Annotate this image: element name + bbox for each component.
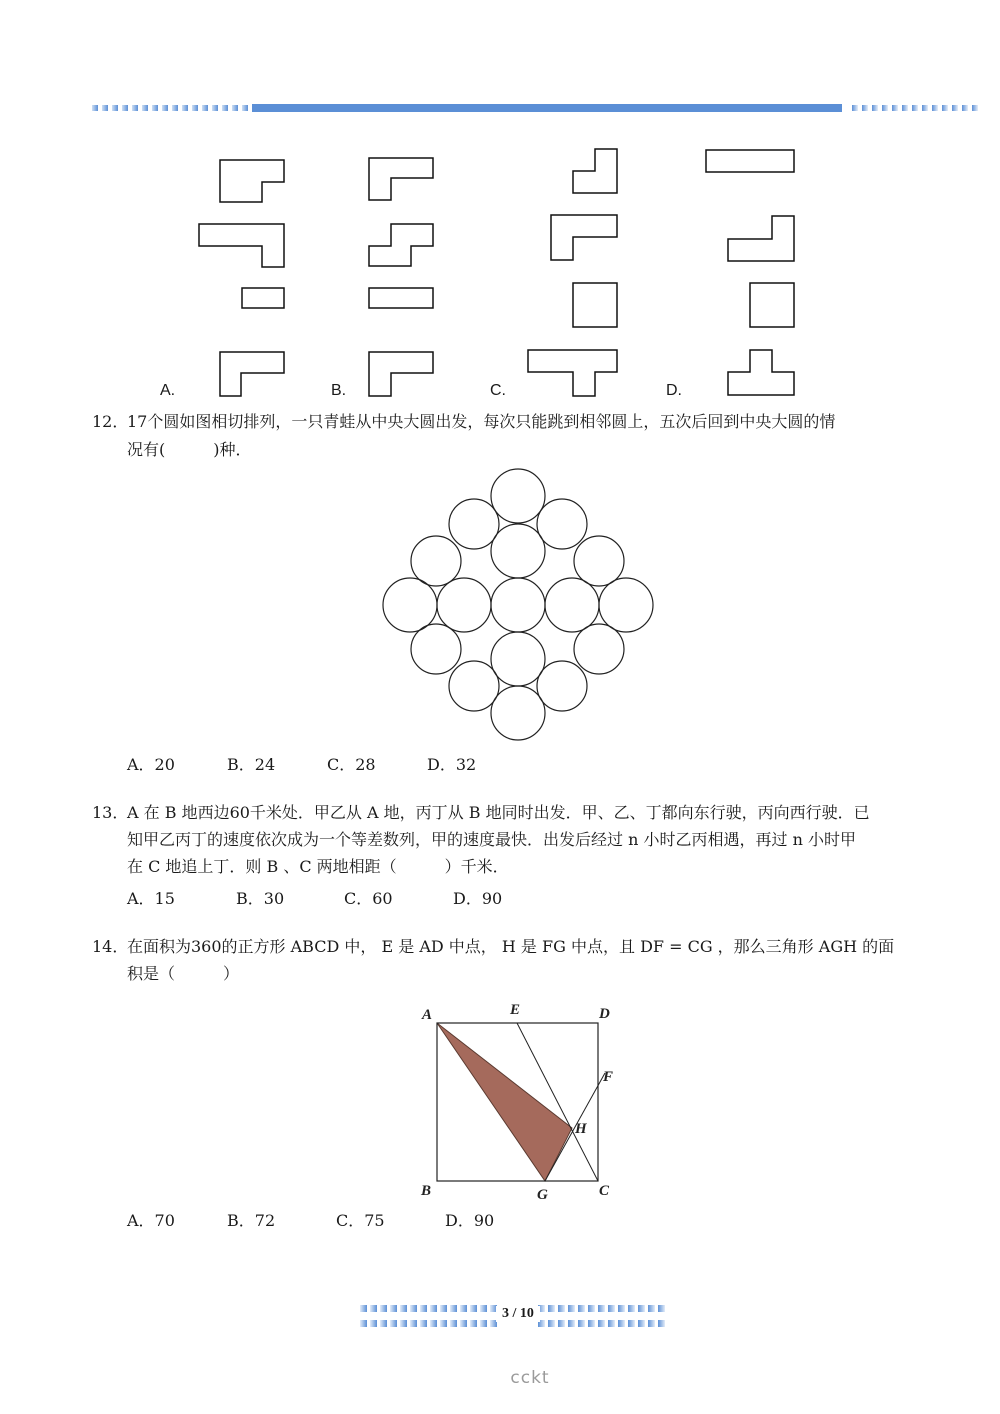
q12-text-line2: 况有( )种． xyxy=(127,440,252,459)
q11-option-b: B. xyxy=(331,382,347,399)
circle-bottom xyxy=(491,686,545,740)
q12-option-d: D．32 xyxy=(427,755,477,774)
shape-b1 xyxy=(369,158,433,200)
circle-upper-center xyxy=(491,524,545,578)
q13-option-d: D．90 xyxy=(453,889,503,908)
label-b: B xyxy=(421,1183,432,1199)
label-c: C xyxy=(599,1183,610,1199)
q13-text-line3: 在 C 地追上丁．则 B 、C 两地相距（ ）千米． xyxy=(127,857,509,876)
shape-b4 xyxy=(369,352,433,396)
q11-option-a: A. xyxy=(160,382,176,399)
shape-a1 xyxy=(220,160,284,202)
page-number: 3 / 10 xyxy=(496,1306,540,1322)
circle-mid-upper-left xyxy=(411,536,461,586)
shape-d3 xyxy=(750,283,794,327)
circle-right xyxy=(545,578,599,632)
shape-b2 xyxy=(369,224,433,266)
shape-d2 xyxy=(728,216,794,261)
circle-lower-left xyxy=(449,661,499,711)
circle-far-right xyxy=(599,578,653,632)
q13-text-line2: 知甲乙丙丁的速度依次成为一个等差数列，甲的速度最快．出发后经过 n 小时乙丙相遇，再过 n 小时甲 xyxy=(127,830,856,849)
footer-watermark-text: cckt xyxy=(510,1368,550,1388)
shape-a2 xyxy=(199,224,284,267)
q13-option-c: C．60 xyxy=(344,889,393,908)
circle-upper-left xyxy=(449,499,499,549)
circle-left xyxy=(437,578,491,632)
q13-option-a: A．15 xyxy=(127,889,175,908)
circle-far-left xyxy=(383,578,437,632)
q13-option-b: B．30 xyxy=(236,889,285,908)
shape-a4 xyxy=(220,352,284,396)
q11-option-d: D. xyxy=(666,382,682,399)
q14-number: 14． xyxy=(92,937,129,956)
q14-option-a: A．70 xyxy=(127,1211,175,1230)
q11-shapes-figure xyxy=(0,140,1000,405)
label-d: D xyxy=(599,1006,610,1022)
circle-center xyxy=(491,578,545,632)
q14-text-line1: 在面积为360的正方形 ABCD 中， E 是 AD 中点， H 是 FG 中点，且 DF = CG ，那么三角形 AGH 的面 xyxy=(127,937,895,956)
circle-upper-right xyxy=(537,499,587,549)
header-bar-graphic xyxy=(92,104,980,112)
header-bar xyxy=(92,97,980,105)
label-g: G xyxy=(537,1187,548,1203)
q13-text-line1: A 在 B 地西边60千米处．甲乙从 A 地，丙丁从 B 地同时出发．甲、乙、丁都向东行驶，丙向西行驶．已 xyxy=(127,803,870,822)
q14-option-d: D．90 xyxy=(445,1211,495,1230)
q11-option-c: C. xyxy=(490,382,506,399)
shape-c4 xyxy=(528,350,617,396)
shape-b3 xyxy=(369,288,433,308)
q14-square-figure xyxy=(410,995,630,1205)
circle-mid-upper-right xyxy=(574,536,624,586)
shape-c1 xyxy=(573,149,617,193)
label-f: F xyxy=(603,1069,614,1085)
circle-lower-center xyxy=(491,632,545,686)
label-h: H xyxy=(575,1121,587,1137)
q13-number: 13． xyxy=(92,803,129,822)
label-a: A xyxy=(422,1007,433,1023)
shape-c3 xyxy=(573,283,617,327)
shape-d1 xyxy=(706,150,794,172)
circle-top xyxy=(491,469,545,523)
shape-d4 xyxy=(728,350,794,395)
circle-mid-lower-right xyxy=(574,624,624,674)
q12-number: 12． xyxy=(92,412,129,431)
shape-a3 xyxy=(242,288,284,308)
q14-text-line2: 积是（ ） xyxy=(127,964,240,983)
q12-option-c: C．28 xyxy=(327,755,376,774)
q14-option-b: B．72 xyxy=(227,1211,276,1230)
q12-option-b: B．24 xyxy=(227,755,276,774)
shape-c2 xyxy=(551,215,617,260)
q14-option-c: C．75 xyxy=(336,1211,385,1230)
q12-text-line1: 17个圆如图相切排列，一只青蛙从中央大圆出发，每次只能跳到相邻圆上，五次后回到中央大圆的情 xyxy=(127,412,836,431)
circle-lower-right xyxy=(537,661,587,711)
label-e: E xyxy=(510,1002,521,1018)
triangle-agh xyxy=(437,1023,572,1181)
circle-mid-lower-left xyxy=(411,624,461,674)
q12-option-a: A．20 xyxy=(127,755,175,774)
